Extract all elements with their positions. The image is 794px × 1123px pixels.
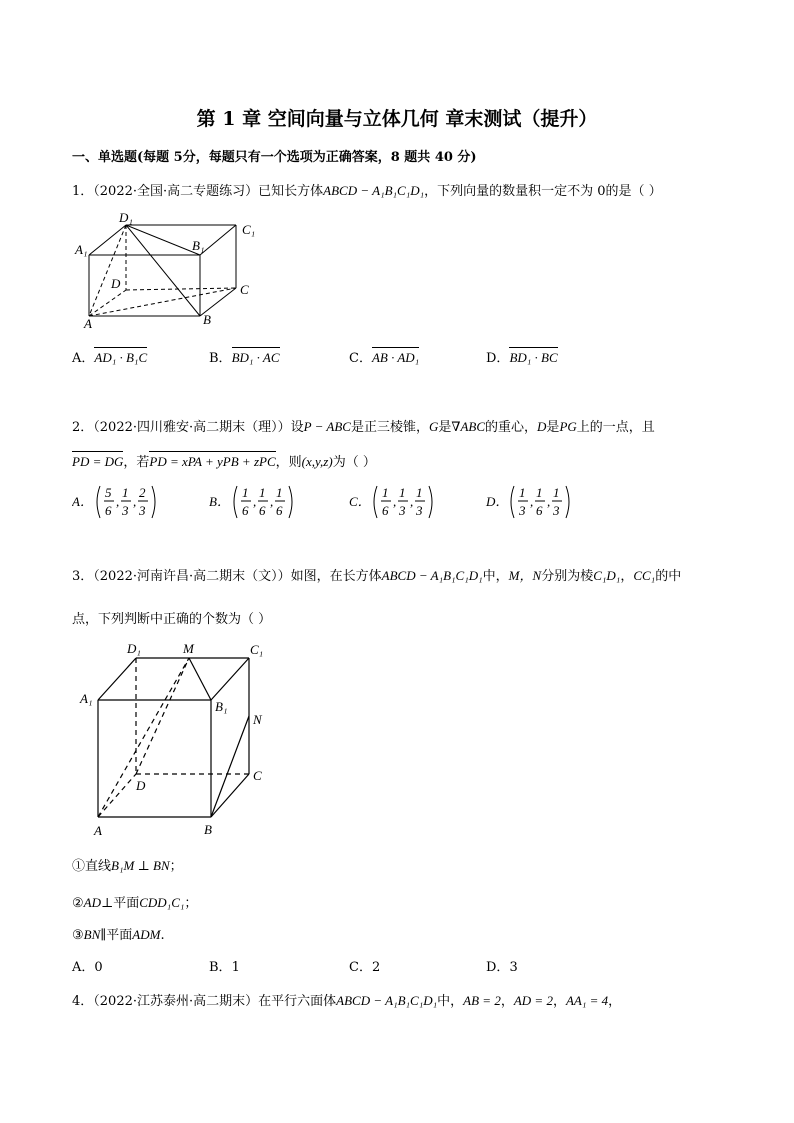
svg-text:1: 1	[536, 485, 543, 500]
svg-text:,: ,	[133, 494, 137, 509]
svg-text:1: 1	[399, 485, 406, 500]
label-D1: D₁	[119, 210, 133, 225]
label-D: D	[111, 276, 121, 291]
q3-option-b[interactable]: B．1	[209, 960, 240, 975]
q3-statement-3: ③BN∥平面ADM.	[72, 927, 165, 943]
question-source: （2022·江苏泰州·高二期末）	[93, 994, 259, 1009]
label-B: B	[203, 312, 211, 327]
question-3-stem-line1: 3．（2022·河南许昌·高二期末（文））如图，在长方体ABCD − A₁B₁C₁D₁中，M，N分别为棱C₁D₁，CC₁的中	[72, 568, 682, 584]
section-heading: 一、单选题(每题 5分，每题只有一个选项为正确答案，8 题共 40 分)	[72, 150, 477, 165]
svg-text:1: 1	[416, 485, 423, 500]
svg-text:3: 3	[553, 503, 560, 518]
svg-text:,: ,	[253, 494, 257, 509]
label-C: C	[240, 282, 249, 297]
svg-text:,: ,	[116, 494, 120, 509]
label-B1: B₁	[192, 238, 205, 253]
svg-text:6: 6	[382, 503, 389, 518]
q2-option-d[interactable]	[485, 485, 569, 518]
q2-option-b[interactable]	[209, 485, 292, 518]
svg-text:2: 2	[139, 485, 146, 500]
q2-options	[72, 482, 632, 522]
figure-cuboid-q3	[76, 637, 276, 842]
question-number: 4．	[72, 994, 94, 1009]
label-A: A	[94, 823, 102, 838]
svg-text:1: 1	[382, 485, 389, 500]
q3-option-a[interactable]: A．0	[72, 960, 103, 975]
svg-text:,: ,	[410, 494, 414, 509]
svg-text:,: ,	[547, 494, 551, 509]
q2-option-a[interactable]	[72, 485, 155, 518]
label-C: C	[253, 768, 262, 783]
question-number: 2．	[72, 420, 94, 435]
svg-text:3: 3	[519, 503, 526, 518]
figure-cuboid-q1	[74, 208, 264, 333]
label-A1: A₁	[75, 242, 88, 257]
svg-text:6: 6	[105, 503, 112, 518]
svg-text:5: 5	[105, 485, 112, 500]
svg-text:C．: C．	[349, 494, 371, 509]
svg-text:3: 3	[399, 503, 406, 518]
svg-text:,: ,	[393, 494, 397, 509]
question-2-stem-line1: 2．（2022·四川雅安·高二期末（理））设P − ABC是正三棱锥，G是∇ABC的重心，D是PG上的一点，且	[72, 419, 655, 435]
q1-option-c[interactable]: C．AB · AD₁	[349, 350, 420, 366]
svg-text:6: 6	[276, 503, 283, 518]
label-B: B	[204, 822, 212, 837]
label-C1: C₁	[250, 642, 264, 657]
svg-text:1: 1	[122, 485, 129, 500]
svg-text:3: 3	[416, 503, 423, 518]
label-D1: D₁	[127, 641, 141, 656]
svg-text:3: 3	[139, 503, 146, 518]
label-D: D	[136, 778, 146, 793]
svg-text:6: 6	[536, 503, 543, 518]
label-A1: A₁	[80, 691, 93, 706]
q3-statement-1: ①直线B₁M ⊥ BN；	[72, 858, 183, 874]
svg-text:6: 6	[259, 503, 266, 518]
q1-option-a[interactable]: A．AD₁ · B₁C	[72, 350, 148, 366]
question-1-stem: 1．（2022·全国·高二专题练习）已知长方体ABCD − A₁B₁C₁D₁，下列向量的数量积一定不为 0的是（ ）	[72, 183, 662, 199]
svg-text:1: 1	[553, 485, 560, 500]
svg-text:1: 1	[519, 485, 526, 500]
question-source: （2022·全国·高二专题练习）	[93, 184, 259, 199]
label-A: A	[84, 316, 92, 331]
label-N: N	[253, 712, 262, 727]
svg-text:1: 1	[259, 485, 266, 500]
svg-text:A．: A．	[72, 494, 93, 509]
question-source: （2022·河南许昌·高二期末（文））	[93, 569, 291, 584]
svg-text:1: 1	[276, 485, 283, 500]
q1-option-b[interactable]: B．BD₁ · AC	[209, 350, 280, 366]
svg-text:3: 3	[122, 503, 129, 518]
question-source: （2022·四川雅安·高二期末（理））	[93, 420, 291, 435]
q3-option-c[interactable]: C．2	[349, 960, 381, 975]
question-4-stem: 4．（2022·江苏泰州·高二期末）在平行六面体ABCD − A₁B₁C₁D₁中，AB = 2，AD = 2，AA₁ = 4，	[72, 993, 622, 1009]
label-C1: C₁	[242, 222, 256, 237]
question-2-stem-line2: PD = DG，若PD = xPA + yPB + zPC，则(x,y,z)为（ ）	[72, 454, 376, 470]
q3-option-d[interactable]: D．3	[486, 960, 518, 975]
question-number: 3．	[72, 569, 94, 584]
label-M: M	[183, 641, 194, 656]
q1-option-d[interactable]: D．BD₁ · BC	[486, 350, 558, 366]
q3-statement-2: ②AD⊥平面CDD₁C₁；	[72, 895, 198, 911]
solid-name: ABCD − A₁B₁C₁D₁	[323, 183, 425, 198]
svg-text:6: 6	[242, 503, 249, 518]
svg-text:1: 1	[242, 485, 249, 500]
question-3-stem-line2: 点，下列判断中正确的个数为（ ）	[72, 612, 272, 627]
svg-text:,: ,	[530, 494, 534, 509]
svg-text:,: ,	[270, 494, 274, 509]
svg-text:D．: D．	[486, 494, 509, 509]
svg-text:B．: B．	[209, 494, 230, 509]
q2-option-c[interactable]	[349, 485, 432, 518]
page-title: 第 1 章 空间向量与立体几何 章末测试（提升）	[196, 108, 598, 130]
label-B1: B₁	[215, 699, 228, 714]
question-number: 1．	[72, 184, 94, 199]
